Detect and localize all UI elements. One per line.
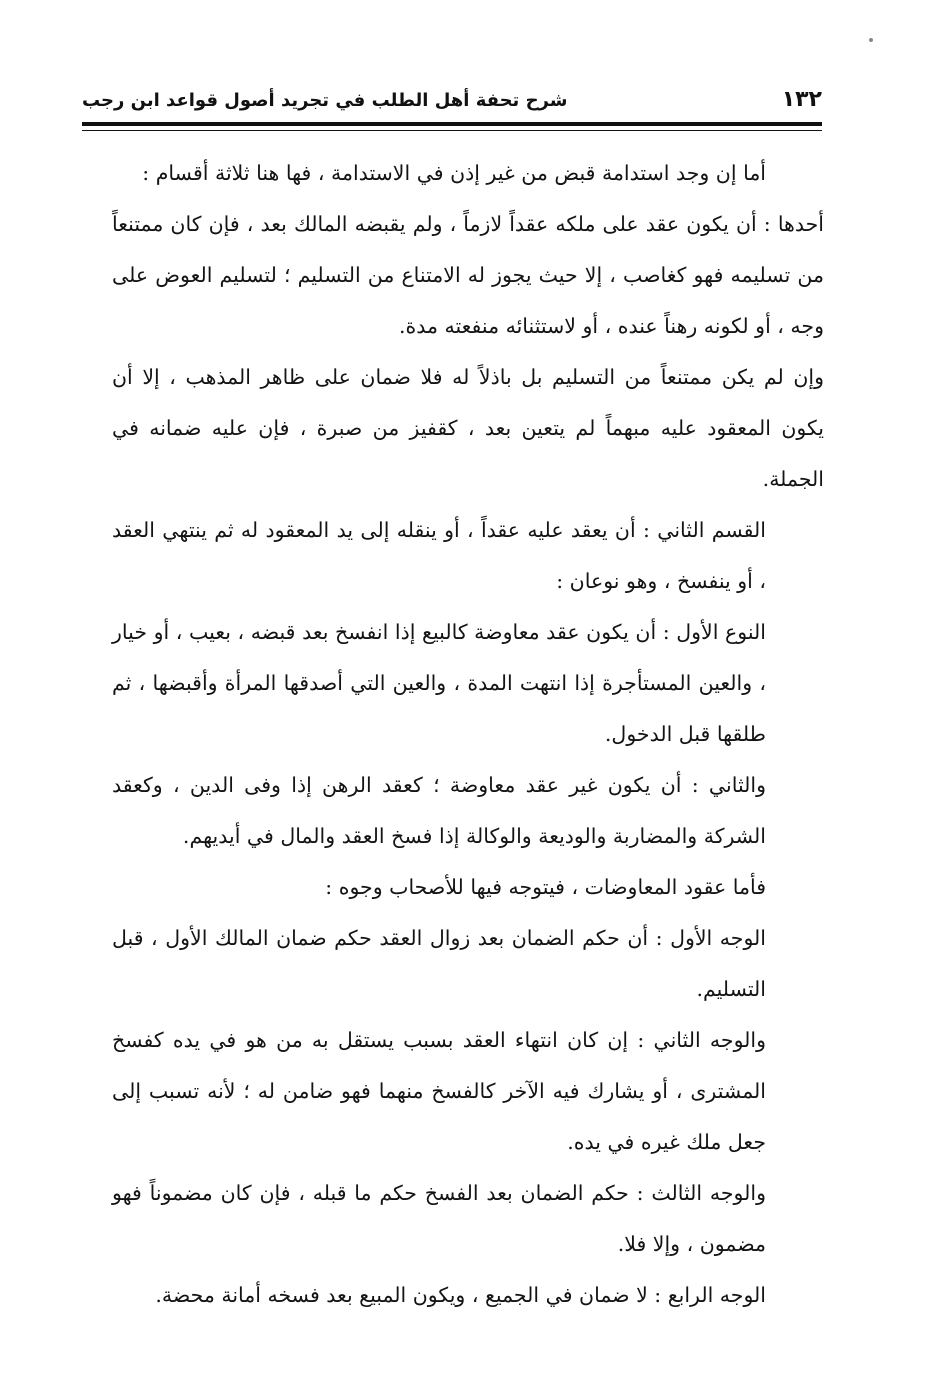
paragraph-exchange-contracts: فأما عقود المعاوضات ، فيتوجه فيها للأصحاب وجوه :	[325, 875, 766, 899]
paragraph-not-refusing: وإن لم يكن ممتنعاً من التسليم بل باذلاً له فلا ضمان على ظاهر المذهب ، إلا أن يكون المعقود عليه مبهماً لم يتعين بعد ، كقفيز من صبرة ، فإن عليه ضمانه في الجملة.	[112, 365, 824, 491]
paragraph-type-one: النوع الأول : أن يكون عقد معاوضة كالبيع إذا انفسخ بعد قبضه ، بعيب ، أو خيار ، والعين المستأجرة إذا انتهت المدة ، والعين التي أصدقها المرأة وأقبضها ، ثم طلقها قبل الدخول.	[112, 620, 766, 746]
paragraph-second-section: القسم الثاني : أن يعقد عليه عقداً ، أو ينقله إلى يد المعقود له ثم ينتهي العقد ، أو ينفسخ ، وهو نوعان :	[112, 518, 766, 593]
page-number: ١٣٢	[781, 87, 822, 112]
paragraph-aspect-two: والوجه الثاني : إن كان انتهاء العقد بسبب يستقل به من هو في يده كفسخ المشترى ، أو يشارك فيه الآخر كالفسخ منهما فهو ضامن له ؛ لأنه تسبب إلى جعل ملك غيره في يده.	[112, 1028, 766, 1154]
page-header	[82, 82, 822, 122]
header-rule-thick	[82, 122, 822, 126]
paragraph-intro: أما إن وجد استدامة قبض من غير إذن في الاستدامة ، فها هنا ثلاثة أقسام :	[142, 161, 766, 185]
scan-speck	[869, 38, 873, 42]
body-text	[112, 148, 824, 1321]
paragraph-aspect-one: الوجه الأول : أن حكم الضمان بعد زوال العقد حكم ضمان المالك الأول ، قبل التسليم.	[112, 926, 766, 1001]
paragraph-aspect-three: والوجه الثالث : حكم الضمان بعد الفسخ حكم ما قبله ، فإن كان مضموناً فهو مضمون ، وإلا فلا.	[112, 1181, 766, 1256]
header-rule-thin	[82, 130, 822, 131]
paragraph-first-section: أحدها : أن يكون عقد على ملكه عقداً لازماً ، ولم يقبضه المالك بعد ، فإن كان ممتنعاً من تسليمه فهو كغاصب ، إلا حيث يجوز له الامتناع من التسليم ؛ لتسليم العوض على وجه ، أو لكونه رهناً عنده ، أو لاستثنائه منفعته مدة.	[112, 212, 824, 338]
paragraph-type-two: والثاني : أن يكون غير عقد معاوضة ؛ كعقد الرهن إذا وفى الدين ، وكعقد الشركة والمضاربة والوديعة والوكالة إذا فسخ العقد والمال في أيديهم.	[112, 773, 766, 848]
running-title: شرح تحفة أهل الطلب في تجريد أصول قواعد ابن رجب	[82, 90, 568, 111]
paragraph-aspect-four: الوجه الرابع : لا ضمان في الجميع ، ويكون المبيع بعد فسخه أمانة محضة.	[155, 1283, 766, 1307]
